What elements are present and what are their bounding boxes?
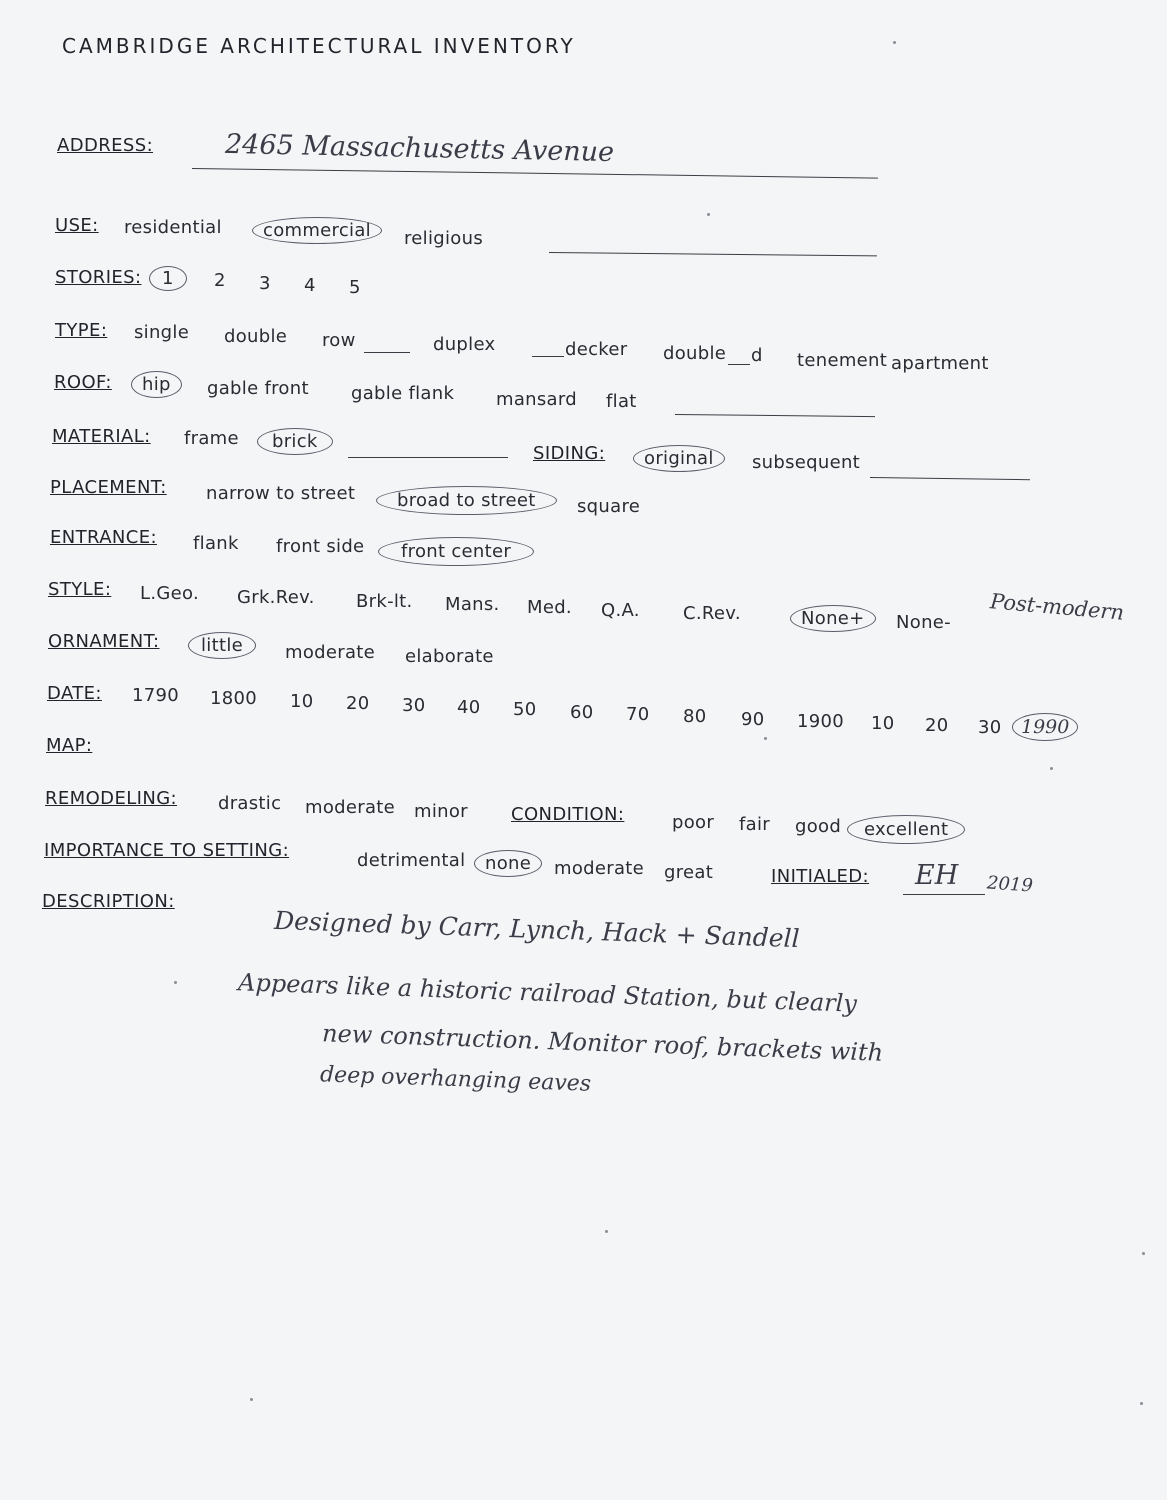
siding-label: SIDING: — [533, 443, 606, 464]
date-1900: 1900 — [797, 711, 845, 732]
material-option-brick: brick — [257, 428, 333, 455]
entrance-option-front-center: front center — [378, 537, 534, 566]
style-option-none-plus: None+ — [790, 605, 876, 632]
date-1920: 20 — [925, 715, 949, 736]
importance-option-great: great — [664, 862, 714, 883]
type-decker-blank — [532, 356, 564, 357]
form-title: CAMBRIDGE ARCHITECTURAL INVENTORY — [62, 34, 576, 58]
entrance-label: ENTRANCE: — [50, 527, 157, 548]
stories-label: STORIES: — [55, 267, 142, 288]
style-option-mans: Mans. — [445, 594, 500, 615]
condition-option-fair: fair — [739, 814, 770, 835]
date-label: DATE: — [47, 683, 102, 704]
type-double-d-blank — [728, 364, 750, 365]
type-option-single: single — [134, 322, 190, 343]
importance-option-moderate: moderate — [554, 858, 645, 879]
ornament-label: ORNAMENT: — [48, 631, 160, 652]
date-40: 40 — [457, 697, 481, 718]
initialed-initials: EH — [915, 860, 959, 891]
stories-option-1: 1 — [149, 266, 187, 291]
scan-speck — [707, 213, 710, 216]
date-1930: 30 — [978, 717, 1002, 738]
remodeling-option-moderate: moderate — [305, 797, 396, 818]
style-option-none-minus: None- — [896, 612, 951, 633]
date-20: 20 — [346, 693, 370, 714]
date-1790: 1790 — [132, 685, 180, 706]
stories-option-2: 2 — [214, 270, 226, 291]
material-option-frame: frame — [184, 428, 239, 449]
placement-option-narrow: narrow to street — [206, 483, 356, 504]
condition-option-poor: poor — [672, 812, 715, 833]
ornament-option-elaborate: elaborate — [405, 646, 494, 667]
description-label: DESCRIPTION: — [42, 891, 175, 912]
roof-option-gable-flank: gable flank — [351, 383, 455, 404]
style-option-lgeo: L.Geo. — [140, 583, 199, 604]
description-line-1: Designed by Carr, Lynch, Hack + Sandell — [273, 905, 801, 954]
date-80: 80 — [683, 706, 707, 727]
use-option-religious: religious — [404, 228, 484, 249]
scan-speck — [1140, 1402, 1143, 1405]
scan-speck — [1050, 767, 1053, 770]
ornament-option-little: little — [188, 632, 256, 659]
date-written-1990: 1990 — [1012, 713, 1078, 741]
siding-option-original: original — [633, 445, 725, 472]
type-option-decker: decker — [565, 339, 628, 360]
placement-option-square: square — [577, 496, 641, 517]
scan-speck — [174, 981, 177, 984]
placement-label: PLACEMENT: — [50, 477, 167, 498]
importance-option-none: none — [474, 850, 542, 877]
type-option-d: d — [751, 345, 763, 366]
use-option-residential: residential — [124, 217, 222, 238]
use-label: USE: — [55, 215, 99, 236]
entrance-option-front-side: front side — [276, 536, 365, 557]
date-30: 30 — [402, 695, 426, 716]
type-option-double-d: double — [663, 343, 727, 364]
map-label: MAP: — [46, 735, 93, 756]
use-option-commercial: commercial — [252, 217, 382, 244]
remodeling-option-minor: minor — [414, 801, 468, 822]
date-50: 50 — [513, 699, 537, 720]
type-option-duplex: duplex — [433, 334, 496, 355]
address-value: 2465 Massachusetts Avenue — [224, 128, 615, 169]
stories-option-3: 3 — [259, 273, 271, 294]
use-blank-line — [549, 252, 877, 256]
address-label: ADDRESS: — [57, 135, 154, 156]
scan-speck — [764, 737, 767, 740]
roof-option-mansard: mansard — [496, 389, 577, 410]
type-option-double: double — [224, 326, 288, 347]
date-1800: 1800 — [210, 688, 258, 709]
scan-speck — [893, 41, 896, 44]
date-90: 90 — [741, 709, 765, 730]
style-option-crev: C.Rev. — [683, 603, 741, 624]
style-option-med: Med. — [527, 597, 572, 618]
style-label: STYLE: — [48, 579, 112, 600]
style-option-brklt: Brk-lt. — [356, 591, 413, 612]
roof-blank-line — [675, 414, 875, 417]
importance-label: IMPORTANCE TO SETTING: — [44, 840, 290, 861]
condition-option-good: good — [795, 816, 842, 837]
date-1910: 10 — [871, 713, 895, 734]
siding-blank-line — [870, 477, 1030, 480]
scan-speck — [250, 1398, 253, 1401]
address-underline — [192, 168, 878, 179]
description-line-2: Appears like a historic railroad Station, but clearly — [237, 968, 858, 1018]
initialed-label: INITIALED: — [771, 866, 870, 887]
roof-option-gable-front: gable front — [207, 378, 309, 399]
scan-speck — [605, 1230, 608, 1233]
roof-option-hip: hip — [131, 371, 182, 398]
type-option-apartment: apartment — [891, 353, 989, 374]
entrance-option-flank: flank — [193, 533, 239, 554]
date-10: 10 — [290, 691, 314, 712]
type-label: TYPE: — [55, 320, 108, 341]
style-option-grkrev: Grk.Rev. — [237, 587, 315, 608]
date-70: 70 — [626, 704, 650, 725]
stories-option-5: 5 — [349, 277, 361, 298]
placement-option-broad: broad to street — [376, 486, 557, 515]
description-line-3: new construction. Monitor roof, brackets with — [321, 1019, 884, 1067]
type-option-tenement: tenement — [797, 350, 888, 371]
description-line-4: deep overhanging eaves — [319, 1062, 592, 1097]
initialed-year: 2019 — [986, 872, 1034, 897]
roof-label: ROOF: — [54, 372, 112, 393]
remodeling-label: REMODELING: — [45, 788, 178, 809]
stories-option-4: 4 — [304, 275, 316, 296]
siding-option-subsequent: subsequent — [752, 452, 861, 473]
condition-option-excellent: excellent — [847, 815, 965, 844]
condition-label: CONDITION: — [511, 804, 625, 825]
style-option-qa: Q.A. — [601, 600, 640, 621]
style-written-note: Post-modern — [989, 589, 1126, 625]
date-60: 60 — [570, 702, 594, 723]
type-option-row: row — [322, 330, 356, 351]
importance-option-detrimental: detrimental — [357, 850, 466, 871]
remodeling-option-drastic: drastic — [218, 793, 282, 814]
type-row-blank — [364, 352, 410, 353]
roof-option-flat: flat — [606, 391, 637, 412]
material-blank-line — [348, 457, 508, 458]
ornament-option-moderate: moderate — [285, 642, 376, 663]
initialed-line — [903, 894, 985, 895]
scan-speck — [1142, 1252, 1145, 1255]
material-label: MATERIAL: — [52, 426, 151, 447]
